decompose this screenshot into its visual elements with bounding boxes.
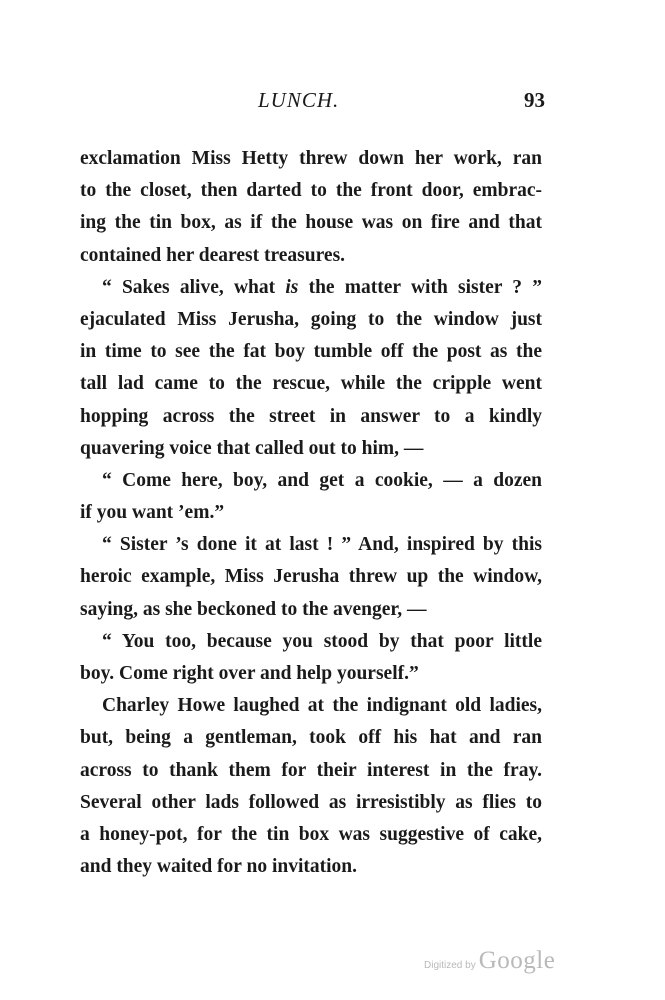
text-line: ing the tin box, as if the house was on fire and that	[80, 212, 542, 234]
digitized-watermark	[424, 947, 555, 975]
page-header	[80, 88, 545, 118]
text-line: if you want ’em.”	[80, 502, 225, 524]
text-line: heroic example, Miss Jerusha threw up the window,	[80, 566, 542, 588]
text-line: “ Come here, boy, and get a cookie, — a dozen	[102, 469, 542, 491]
text-line: across to thank them for their interest in the fray.	[80, 759, 542, 781]
text-line: exclamation Miss Hetty threw down her work, ran	[80, 148, 542, 169]
text-line: ejaculated Miss Jerusha, going to the window just	[80, 308, 542, 330]
text-segment: the matter with sister ? ”	[308, 276, 542, 298]
text-line: Charley Howe laughed at the indignant old ladies,	[102, 695, 542, 717]
text-line: saying, as she beckoned to the avenger, —	[80, 598, 427, 620]
text-line: a honey-pot, for the tin box was suggestive of cake,	[80, 823, 542, 845]
text-line	[80, 272, 542, 304]
text-line: but, being a gentleman, took off his hat and ran	[80, 727, 542, 749]
text-line: “ Sister ’s done it at last ! ” And, inspired by this	[102, 534, 542, 556]
text-line: in time to see the fat boy tumble off the post as the	[80, 341, 542, 363]
text-line: boy. Come right over and help yourself.”	[80, 663, 419, 684]
text-line: quavering voice that called out to him, —	[80, 437, 424, 459]
text-line: and they waited for no invitation.	[80, 856, 357, 878]
watermark-prefix: Digitized by	[424, 960, 476, 971]
watermark-brand: Google	[478, 947, 556, 974]
text-line: “ You too, because you stood by that poor little	[102, 630, 542, 652]
body-text	[80, 143, 542, 883]
text-line: Several other lads followed as irresistibly as flies to	[80, 791, 542, 813]
emphasis-text: is	[285, 276, 299, 298]
text-segment: “ Sakes alive, what	[102, 276, 276, 298]
text-line: hopping across the street in answer to a kindly	[80, 405, 542, 427]
text-line: to the closet, then darted to the front door, embrac-	[80, 180, 542, 202]
page-number: 93	[524, 88, 545, 112]
text-line: contained her dearest treasures.	[80, 244, 346, 266]
running-title: LUNCH.	[258, 88, 340, 112]
text-line: tall lad came to the rescue, while the cripple went	[80, 373, 542, 395]
